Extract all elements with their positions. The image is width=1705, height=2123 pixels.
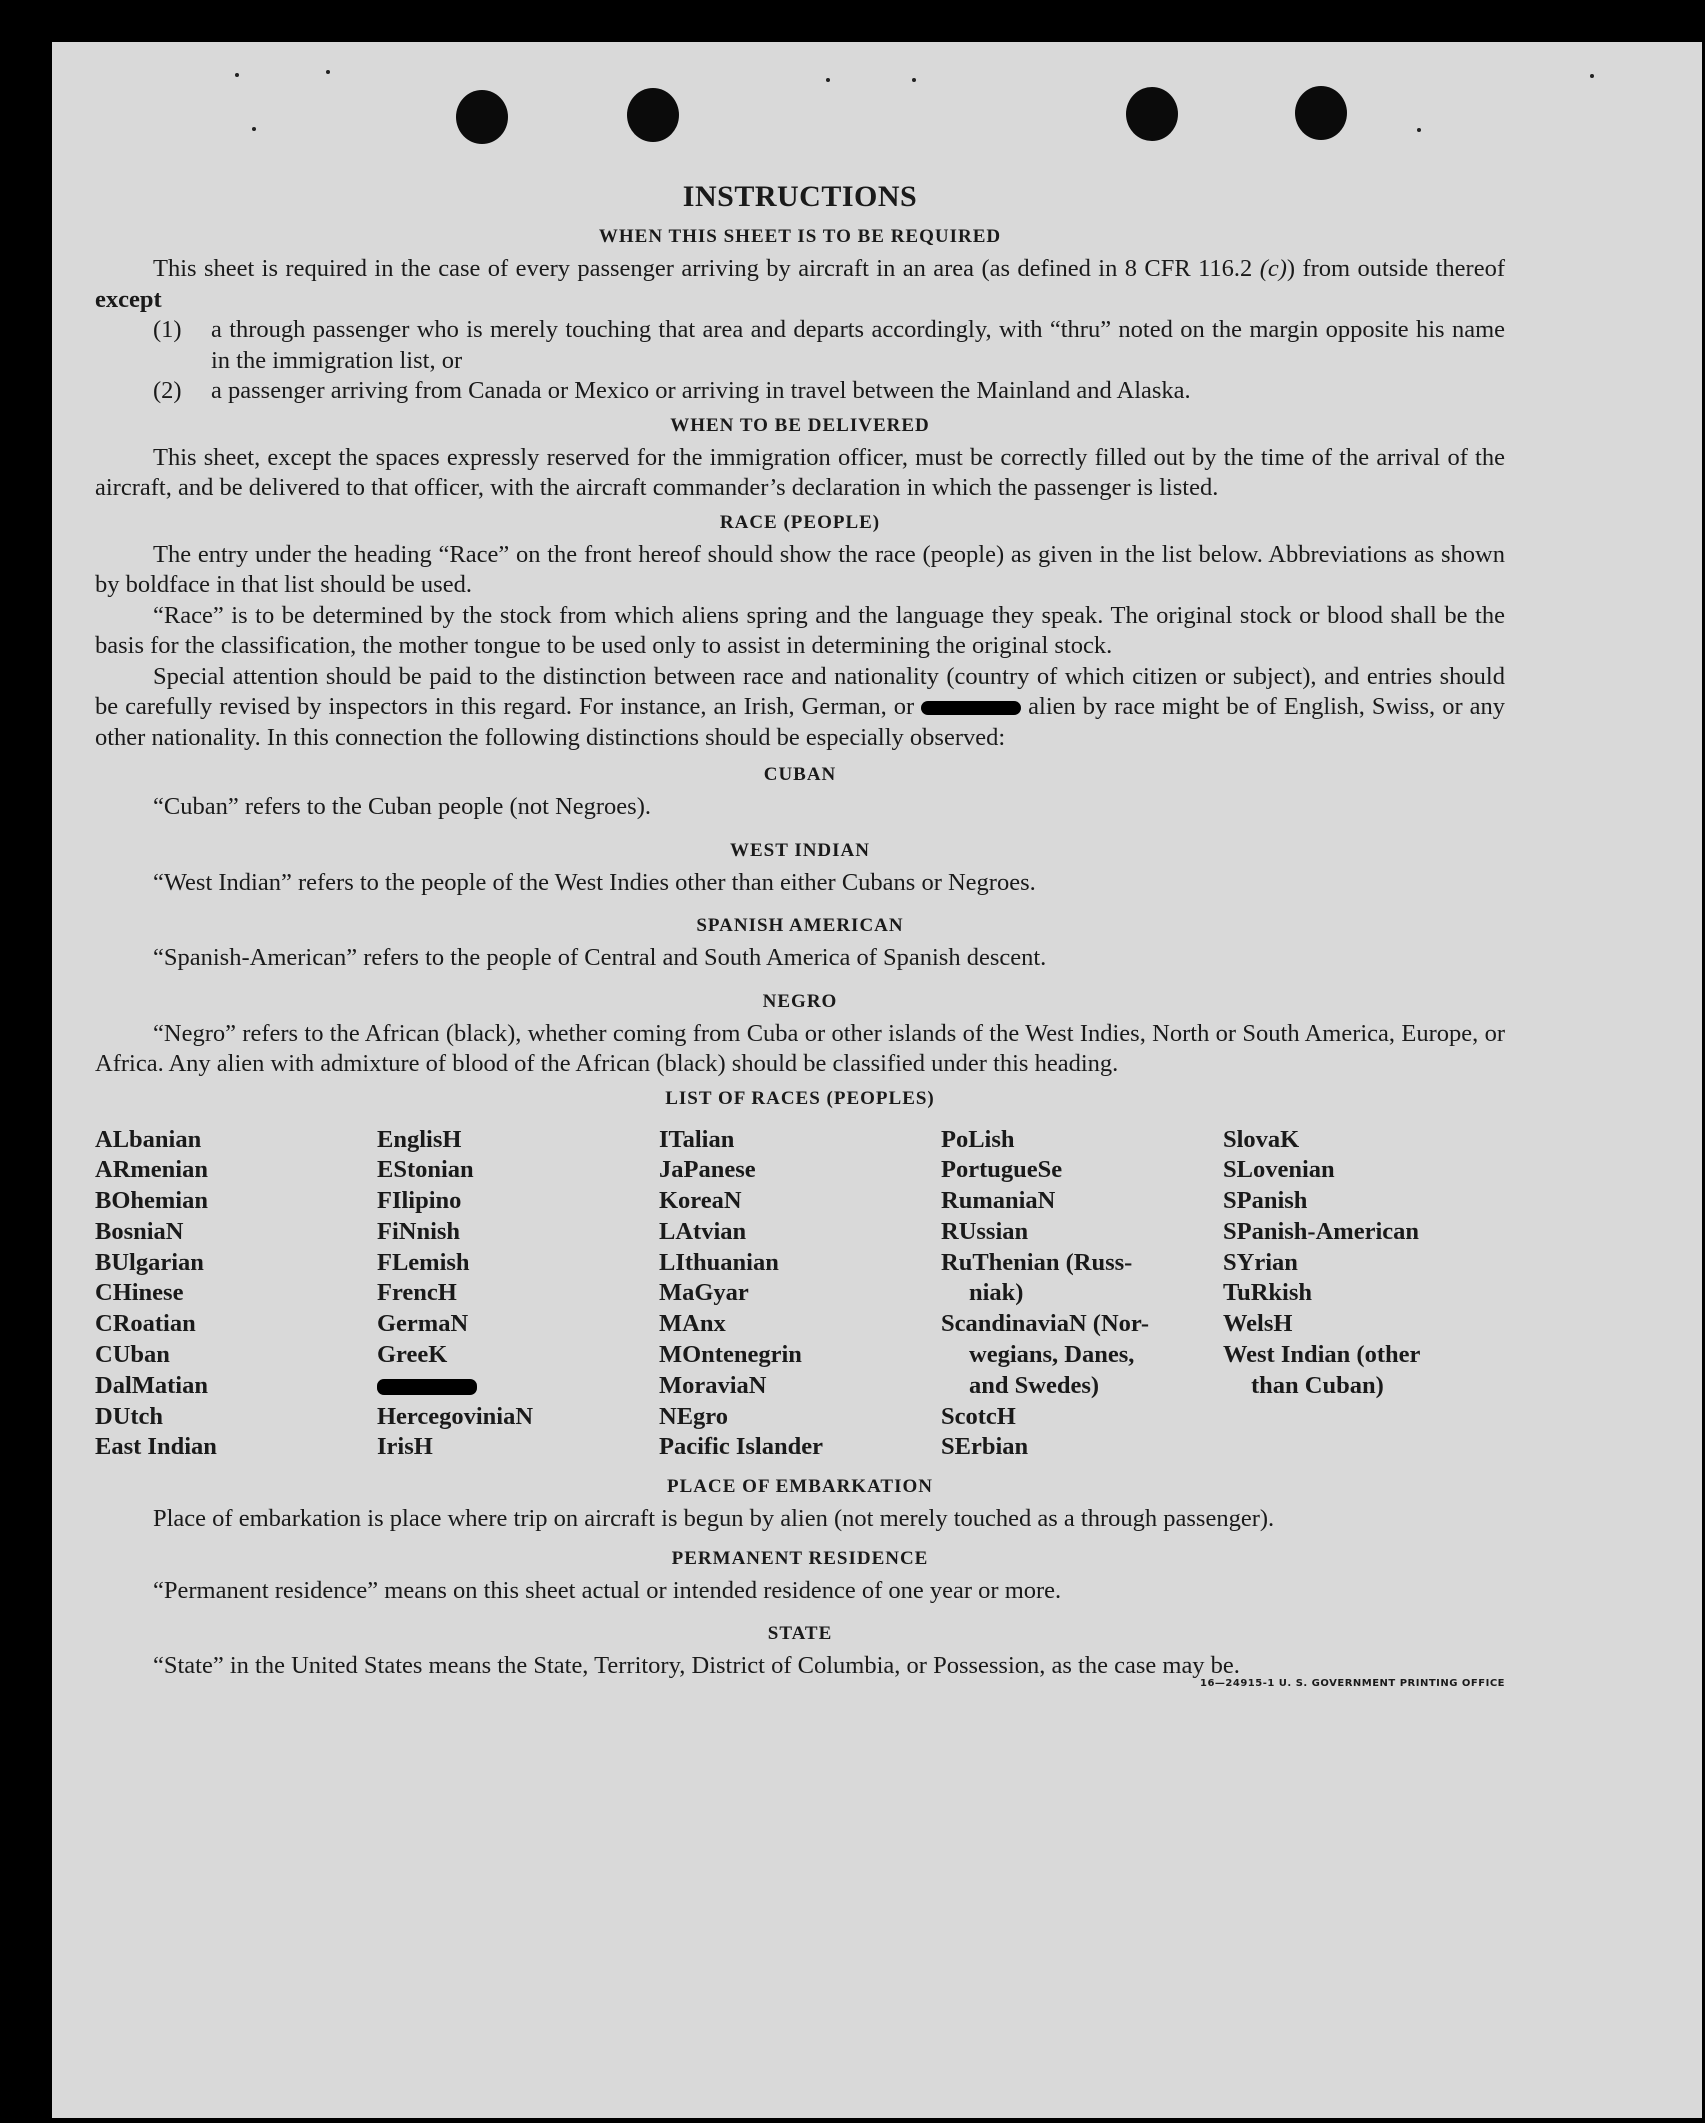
races-column-3 xyxy=(659,1125,941,1464)
required-text xyxy=(95,254,1505,315)
instructions-content xyxy=(95,177,1505,1699)
race-item: DalMatian xyxy=(95,1371,208,1399)
race-item: GermaN xyxy=(377,1310,469,1338)
race-item: RumaniaN xyxy=(941,1187,1056,1215)
race-item: wegians, Danes, xyxy=(969,1341,1135,1369)
exception-number: (2) xyxy=(153,377,182,404)
race-item: WelsH xyxy=(1223,1310,1293,1338)
race-item: East Indian xyxy=(95,1433,217,1461)
heading-embarkation: PLACE OF EMBARKATION xyxy=(667,1476,933,1498)
races-column-2 xyxy=(377,1125,659,1464)
race-item: ALbanian xyxy=(95,1125,202,1153)
race-item: Pacific Islander xyxy=(659,1433,823,1461)
race-item: TuRkish xyxy=(1223,1279,1313,1307)
ink-speck xyxy=(826,78,830,82)
exception-item xyxy=(153,376,1505,407)
heading-residence: PERMANENT RESIDENCE xyxy=(671,1547,929,1569)
race-item: SLovenian xyxy=(1223,1156,1335,1184)
race-item: than Cuban) xyxy=(1251,1371,1384,1399)
race-paragraph-2: “Race” is to be determined by the stock from which aliens spring and the language they speak. The original stock or blood shall be the basis for the classification, the mother tongue to be used only to assist in determining the original stock. xyxy=(95,601,1505,659)
race-item: MOntenegrin xyxy=(659,1341,802,1369)
race-item: FLemish xyxy=(377,1248,470,1276)
ink-speck xyxy=(1417,128,1421,132)
spanish-american-text: “Spanish-American” refers to the people of Central and South America of Spanish descent. xyxy=(153,944,1047,971)
exception-text: a passenger arriving from Canada or Mexico or arriving in travel between the Mainland and Alaska. xyxy=(211,377,1191,404)
race-item: JaPanese xyxy=(659,1156,756,1184)
race-item: DUtch xyxy=(95,1402,164,1430)
exception-text: a through passenger who is merely touching that area and departs accordingly, with “thru” noted on the margin opposite his name in the immigration list, or xyxy=(211,316,1505,374)
heading-race: RACE (PEOPLE) xyxy=(719,511,881,533)
race-paragraph-3a: Special attention should be paid to the distinction between race and nationality (country of which citizen or subject), and entries should be carefully revised by inspectors in this regard. For instance, an Irish, German, or xyxy=(95,662,1505,720)
race-item: MoraviaN xyxy=(659,1371,767,1399)
race-item: IrisH xyxy=(377,1433,433,1461)
race-item: NEgro xyxy=(659,1402,728,1430)
heading-west-indian: WEST INDIAN xyxy=(730,839,870,861)
race-item: niak) xyxy=(969,1279,1024,1307)
race-item: FrencH xyxy=(377,1279,457,1307)
heading-list-of-races: LIST OF RACES (PEOPLES) xyxy=(665,1087,935,1109)
delivered-text: This sheet, except the spaces expressly reserved for the immigration officer, must be correctly filled out by the time of the arrival of the aircraft, and be delivered to that officer, with the aircraft commander’s declaration in which the passenger is listed. xyxy=(95,443,1505,501)
ink-speck xyxy=(1590,74,1594,78)
race-item: BOhemian xyxy=(95,1187,208,1215)
redaction-mark xyxy=(921,701,1021,715)
heading-spanish-american: SPANISH AMERICAN xyxy=(696,915,904,936)
heading-cuban: CUBAN xyxy=(763,764,837,785)
heading-state: STATE xyxy=(767,1623,833,1645)
race-item: FIlipino xyxy=(377,1187,462,1215)
race-item: HercegoviniaN xyxy=(377,1402,534,1430)
heading-negro: NEGRO xyxy=(762,990,838,1012)
exception-number: (1) xyxy=(153,316,182,343)
required-text-part2: ) from outside thereof xyxy=(1286,255,1506,282)
page-title: INSTRUCTIONS xyxy=(682,180,918,213)
race-item: GreeK xyxy=(377,1341,448,1369)
race-item: West Indian (other xyxy=(1223,1341,1421,1369)
race-item: ITalian xyxy=(659,1125,735,1153)
race-item: BosniaN xyxy=(95,1217,184,1245)
ink-speck xyxy=(912,78,916,82)
heading-when-delivered: WHEN TO BE DELIVERED xyxy=(670,414,930,436)
race-item: ARmenian xyxy=(95,1156,208,1184)
race-item: RUssian xyxy=(941,1217,1029,1245)
ink-speck xyxy=(235,73,239,77)
race-paragraph-3b: alien by race might be of English, Swiss, or any other nationality. In this connection the following distinctions should be especially observed: xyxy=(95,693,1505,751)
ink-speck xyxy=(252,127,256,131)
punch-hole xyxy=(1126,87,1178,141)
embarkation-text: Place of embarkation is place where trip on aircraft is begun by alien (not merely touched as a through passenger). xyxy=(153,1505,1275,1533)
state-text: “State” in the United States means the State, Territory, District of Columbia, or Possession, as the case may be. xyxy=(153,1652,1240,1680)
race-item: EnglisH xyxy=(377,1125,462,1153)
race-item-redacted xyxy=(377,1371,659,1402)
race-item: BUlgarian xyxy=(95,1248,204,1276)
exceptions-list xyxy=(153,315,1505,407)
race-item: EStonian xyxy=(377,1156,474,1184)
required-text-part1: This sheet is required in the case of every passenger arriving by aircraft in an area (as defined in 8 CFR 116.2 xyxy=(153,255,1260,282)
race-item: and Swedes) xyxy=(969,1371,1100,1399)
punch-hole xyxy=(456,90,508,144)
race-item: MaGyar xyxy=(659,1279,749,1307)
race-item: SErbian xyxy=(941,1433,1029,1461)
race-item: LIthuanian xyxy=(659,1248,779,1276)
race-item: CHinese xyxy=(95,1279,184,1307)
race-item: CRoatian xyxy=(95,1310,196,1338)
required-text-italic: (c) xyxy=(1259,255,1287,282)
race-item: SlovaK xyxy=(1223,1125,1300,1153)
redaction-mark xyxy=(377,1379,477,1395)
west-indian-text: “West Indian” refers to the people of the West Indies other than either Cubans or Negroes. xyxy=(153,868,1036,896)
race-item: SPanish xyxy=(1223,1187,1308,1215)
required-text-except: except xyxy=(95,285,162,313)
race-item: MAnx xyxy=(659,1310,726,1338)
punch-hole xyxy=(1295,86,1347,140)
race-item: ScotcH xyxy=(941,1402,1016,1430)
race-item: FiNnish xyxy=(377,1217,461,1245)
punch-hole xyxy=(627,88,679,142)
printing-office-code: 16—24915-1 U. S. GOVERNMENT PRINTING OFFICE xyxy=(1200,1677,1505,1689)
race-paragraph-3 xyxy=(95,662,1505,754)
race-item: KoreaN xyxy=(659,1187,742,1215)
race-item: SPanish-American xyxy=(1223,1217,1419,1245)
races-list xyxy=(95,1125,1505,1464)
exception-item xyxy=(153,315,1505,376)
race-item: LAtvian xyxy=(659,1217,747,1245)
heading-when-required: WHEN THIS SHEET IS TO BE REQUIRED xyxy=(598,226,1002,247)
negro-text: “Negro” refers to the African (black), whether coming from Cuba or other islands of the West Indies, North or South America, Europe, or Africa. Any alien with admixture of blood of the African (black) should be classified under this heading. xyxy=(95,1019,1505,1077)
race-item: RuThenian (Russ- xyxy=(941,1248,1133,1276)
race-item: ScandinaviaN (Nor- xyxy=(941,1310,1150,1338)
race-item: PortugueSe xyxy=(941,1156,1063,1184)
races-column-5 xyxy=(1223,1125,1505,1464)
cuban-text: “Cuban” refers to the Cuban people (not Negroes). xyxy=(153,793,651,820)
race-item: SYrian xyxy=(1223,1248,1298,1276)
race-paragraph-1: The entry under the heading “Race” on the front hereof should show the race (people) as given in the list below. Abbreviations as shown by boldface in that list should be used. xyxy=(95,540,1505,598)
ink-speck xyxy=(326,70,330,74)
races-column-1 xyxy=(95,1125,377,1464)
races-column-4 xyxy=(941,1125,1223,1464)
race-item: CUban xyxy=(95,1341,170,1369)
race-item: PoLish xyxy=(941,1125,1015,1153)
document-page xyxy=(52,42,1702,2118)
residence-text: “Permanent residence” means on this sheet actual or intended residence of one year or more. xyxy=(153,1576,1062,1604)
